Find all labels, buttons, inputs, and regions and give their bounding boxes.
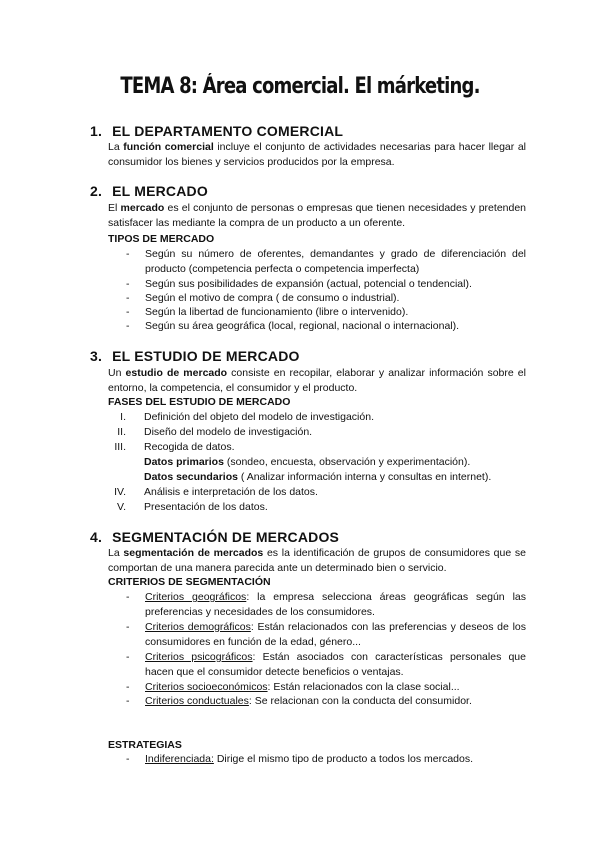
section-4-title: SEGMENTACIÓN DE MERCADOS [112, 529, 340, 545]
list-item-text: Presentación de los datos. [144, 501, 268, 513]
list-item-text: Según la libertad de funcionamiento (libre o intervenido). [145, 306, 409, 318]
list-item-text: : Están relacionados con las preferencias y deseos de los consumidores en función de la edad, género... [145, 621, 526, 648]
list-item [108, 485, 528, 500]
keyword: función comercial [123, 141, 214, 153]
criteria-subtitle: CRITERIOS DE SEGMENTACIÓN [108, 576, 271, 588]
paragraph-text: incluye el conjunto de actividades necesarias para hacer llegar al consumidor los bienes y servicios producidos por la empresa. [108, 141, 526, 168]
roman-numeral: I. [120, 411, 126, 423]
list-item [108, 500, 528, 515]
section-2-heading [90, 183, 208, 199]
list-item-text: : la empresa selecciona áreas geográficas según las preferencias y necesidades de los consumidores. [145, 591, 526, 618]
market-types-subtitle: TIPOS DE MERCADO [108, 233, 215, 245]
criterion-label: Criterios geográficos [145, 591, 247, 603]
list-item-text: Según su área geográfica (local, regional, nacional o internacional). [145, 320, 460, 332]
roman-numeral: V. [117, 501, 126, 513]
section-2-paragraph [108, 201, 526, 231]
list-item [108, 425, 528, 440]
paragraph-text: ( Analizar información interna y consultas en internet). [240, 471, 492, 483]
list-item: - Según la libertad de funcionamiento (libre o intervenido). [126, 305, 526, 320]
list-item-text: : Están relacionados con la clase social... [267, 681, 460, 693]
page-title: TEMA 8: Área comercial. El márketing. [120, 74, 480, 99]
section-1-paragraph [108, 140, 526, 170]
paragraph-text: Un [108, 367, 122, 379]
paragraph-text: La [108, 547, 120, 559]
criterion-label: Criterios conductuales [145, 695, 249, 707]
list-item: - Criterios socioeconómicos: Están relacionados con la clase social... [126, 681, 460, 693]
paragraph-text: La [108, 141, 120, 153]
strategies-subtitle: ESTRATEGIAS [108, 739, 182, 751]
keyword: Datos primarios [144, 456, 224, 468]
paragraph-text: es el conjunto de personas o empresas que tienen necesidades y pretenden satisfacer las mediante la compra de un producto a un oferente. [108, 202, 527, 229]
list-item-text: : Están asociados con características personales que hacen que el consumidor detecte beneficios o ventajas. [145, 651, 526, 678]
phases-subtitle: FASES DEL ESTUDIO DE MERCADO [108, 396, 291, 408]
list-item: - Criterios psicográficos: Están asociados con características personales que hacen que el consumidor detecte beneficios o ventajas. [126, 651, 526, 678]
section-2-title: EL MERCADO [112, 183, 208, 199]
list-item-text: Diseño del modelo de investigación. [144, 426, 313, 438]
paragraph-text: (sondeo, encuesta, observación y experimentación). [226, 456, 471, 468]
list-item: - Según su número de oferentes, demandantes y grado de diferenciación del producto (competencia perfecta o competencia imperfecta) [126, 248, 526, 275]
list-item: - Criterios demográficos: Están relacionados con las preferencias y deseos de los consumidores en función de la edad, género... [126, 621, 526, 648]
section-3-number: 3. [90, 348, 103, 364]
paragraph-text: consiste en recopilar, elaborar y analizar información sobre el entorno, la competencia, el consumidor y el producto. [108, 367, 526, 394]
list-item: - Criterios geográficos: la empresa selecciona áreas geográficas según las preferencias y necesidades de los consumidores. [126, 591, 526, 618]
list-item [108, 410, 528, 425]
section-2-number: 2. [90, 183, 103, 199]
keyword: Datos secundarios [144, 471, 238, 483]
list-item: - Según sus posibilidades de expansión (actual, potencial o tendencial). [126, 277, 526, 292]
section-4-heading [90, 529, 339, 545]
section-4-number: 4. [90, 529, 103, 545]
list-item-text: Recogida de datos. [144, 441, 235, 453]
list-item: - Según su área geográfica (local, regional, nacional o internacional). [126, 319, 526, 334]
list-item-text: Según su número de oferentes, demandantes y grado de diferenciación del producto (competencia perfecta o competencia imperfecta) [145, 248, 526, 275]
section-1-title: EL DEPARTAMENTO COMERCIAL [112, 123, 344, 139]
keyword: estudio de mercado [125, 367, 228, 379]
section-4-paragraph [108, 546, 526, 576]
roman-numeral: IV. [114, 486, 126, 498]
criterion-label: Criterios psicográficos [145, 651, 253, 663]
section-3-paragraph [108, 366, 526, 396]
criterion-label: Criterios socioeconómicos [145, 681, 268, 693]
list-item: - Indiferenciada: Dirige el mismo tipo de producto a todos los mercados. [126, 753, 474, 765]
criterion-label: Criterios demográficos [145, 621, 251, 633]
list-item-text: Definición del objeto del modelo de investigación. [144, 411, 374, 423]
list-item-text: Según el motivo de compra ( de consumo o industrial). [145, 292, 400, 304]
list-item: - Según el motivo de compra ( de consumo o industrial). [126, 291, 526, 306]
list-item-text: Dirige el mismo tipo de producto a todos los mercados. [216, 753, 474, 765]
roman-numeral: II. [117, 426, 126, 438]
strategy-label: Indiferenciada: [145, 753, 214, 765]
list-item: - Criterios conductuales: Se relacionan con la conducta del consumidor. [126, 695, 472, 707]
keyword: mercado [120, 202, 165, 214]
roman-numeral: III. [114, 441, 126, 453]
section-3-heading [90, 348, 300, 364]
section-1-heading [90, 123, 343, 139]
list-item [108, 440, 528, 455]
keyword: segmentación de mercados [123, 547, 264, 559]
paragraph-text: es la identificación de grupos de consumidores que se comportan de una manera parecida ante un determinado bien o servicio. [108, 547, 526, 574]
secondary-data-line [144, 470, 491, 485]
section-3-title: EL ESTUDIO DE MERCADO [112, 348, 300, 364]
section-1-number: 1. [90, 123, 103, 139]
paragraph-text: El [108, 202, 118, 214]
list-item-text: Según sus posibilidades de expansión (actual, potencial o tendencial). [145, 278, 472, 290]
primary-data-line [144, 455, 470, 470]
list-item-text: : Se relacionan con la conducta del consumidor. [248, 695, 472, 707]
list-item-text: Análisis e interpretación de los datos. [144, 486, 318, 498]
